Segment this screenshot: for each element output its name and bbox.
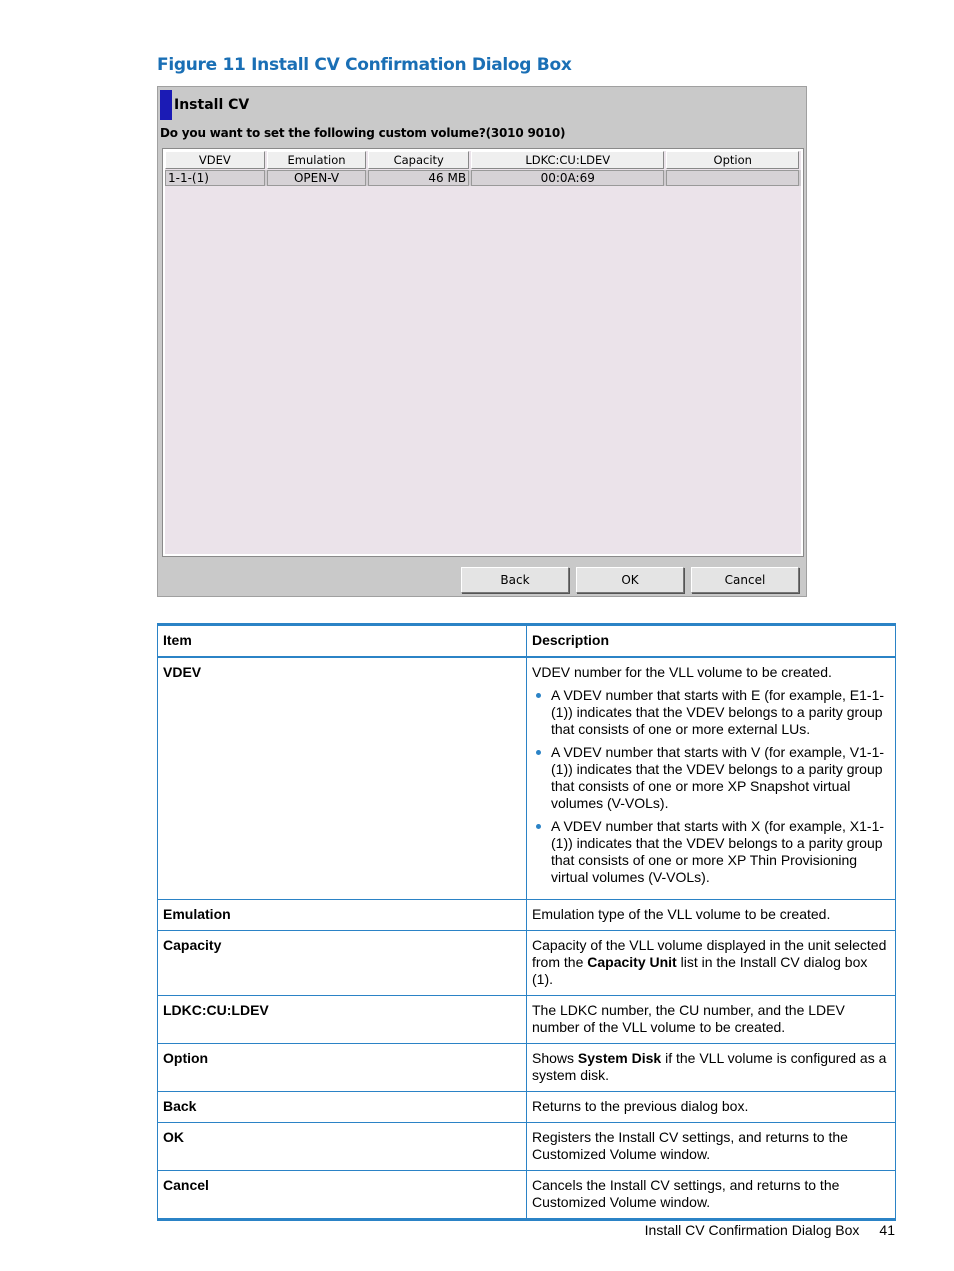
column-header-ldkc-cu-ldev[interactable]: LDKC:CU:LDEV [471,151,664,169]
bullet-list [532,687,890,886]
footer-section-title: Install CV Confirmation Dialog Box [644,1222,860,1238]
description-text: Capacity of the VLL volume displayed in the unit selected from the [532,937,887,970]
row-description [527,1044,896,1092]
row-item: Option [158,1044,527,1092]
column-header-capacity[interactable]: Capacity [368,151,469,169]
row-description: Registers the Install CV settings, and returns to the Customized Volume window. [527,1123,896,1171]
row-item: VDEV [158,657,527,900]
table-row [158,931,896,996]
cell-option [666,170,799,186]
table-row [158,900,896,931]
row-item: LDKC:CU:LDEV [158,996,527,1044]
cell-vdev: 1-1-(1) [165,170,265,186]
page-number: 41 [879,1222,895,1238]
column-header-option[interactable]: Option [666,151,799,169]
list-item: A VDEV number that starts with X (for example, X1-1-(1)) indicates that the VDEV belongs to a parity group that consists of one or more XP Thin Provisioning virtual volumes (V-VOLs). [551,818,890,886]
description-text: Shows [532,1050,578,1066]
back-button[interactable]: Back [461,567,569,593]
column-header-emulation[interactable]: Emulation [267,151,367,169]
cell-capacity: 46 MB [368,170,469,186]
list-item[interactable] [165,170,801,186]
row-item: Back [158,1092,527,1123]
description-text: VDEV number for the VLL volume to be created. [532,664,832,680]
row-description [527,931,896,996]
dialog-question: Do you want to set the following custom volume?(3010 9010) [160,126,566,140]
table-row [158,1123,896,1171]
row-description: Returns to the previous dialog box. [527,1092,896,1123]
volume-list[interactable] [162,148,804,557]
row-description [527,657,896,900]
ui-term: Capacity Unit [587,954,677,970]
ok-button[interactable]: OK [576,567,684,593]
row-item: Cancel [158,1171,527,1220]
title-marker [160,90,172,120]
cancel-button[interactable]: Cancel [691,567,799,593]
cell-ldev: 00:0A:69 [471,170,664,186]
table-row [158,657,896,900]
row-item: Emulation [158,900,527,931]
table-row [158,996,896,1044]
description-text: list in the Install CV dialog box (1). [532,954,868,987]
table-row [158,1044,896,1092]
row-description: Cancels the Install CV settings, and returns to the Customized Volume window. [527,1171,896,1220]
row-description: The LDKC number, the CU number, and the LDEV number of the VLL volume to be created. [527,996,896,1044]
description-table [157,623,896,1221]
page-footer [645,1222,895,1238]
header-item: Item [158,625,527,658]
list-header [165,151,801,169]
table-header-row [158,625,896,658]
install-cv-dialog [157,86,807,597]
table-row [158,1092,896,1123]
ui-term: System Disk [577,1050,662,1066]
dialog-title: Install CV [174,97,250,113]
row-description: Emulation type of the VLL volume to be created. [527,900,896,931]
list-item: A VDEV number that starts with V (for example, V1-1-(1)) indicates that the VDEV belongs to a parity group that consists of one or more XP Snapshot virtual volumes (V-VOLs). [551,744,890,812]
cell-emulation: OPEN-V [267,170,367,186]
figure-title: Figure 11 Install CV Confirmation Dialog Box [157,55,572,75]
description-text: if the VLL volume is configured as a system disk. [532,1050,887,1083]
column-header-vdev[interactable]: VDEV [165,151,265,169]
header-description: Description [527,625,896,658]
list-item: A VDEV number that starts with E (for example, E1-1-(1)) indicates that the VDEV belongs to a parity group that consists of one or more external LUs. [551,687,890,738]
table-row [158,1171,896,1220]
row-item: Capacity [158,931,527,996]
row-item: OK [158,1123,527,1171]
